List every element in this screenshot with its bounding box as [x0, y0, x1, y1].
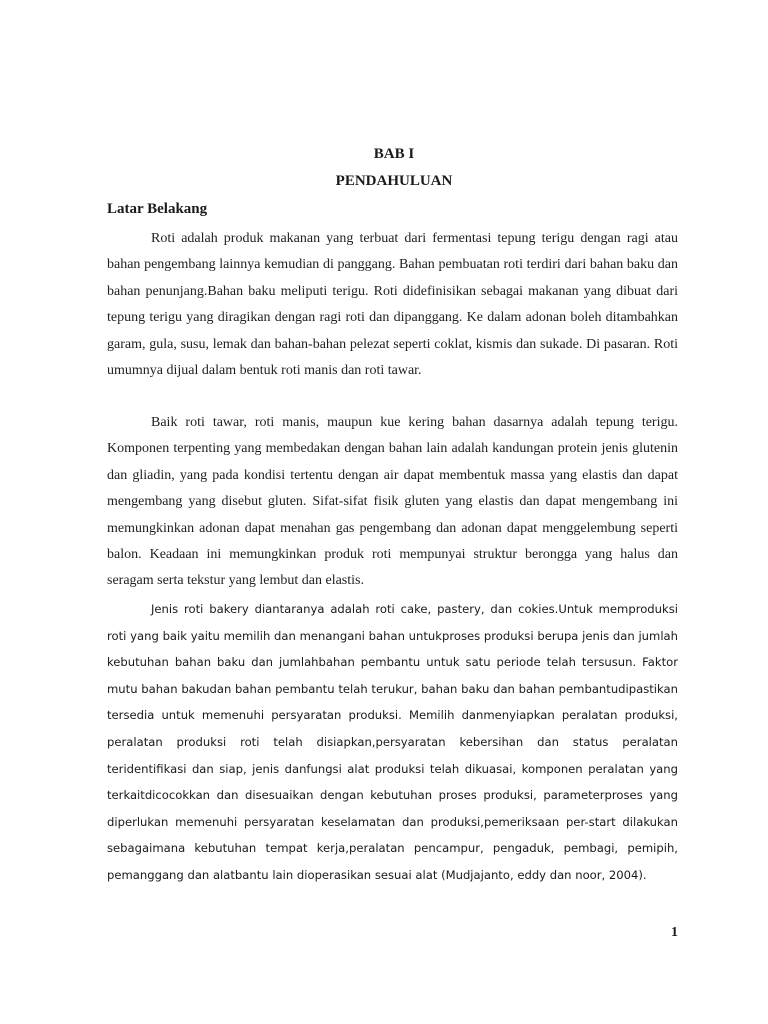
paragraph: Baik roti tawar, roti manis, maupun kue kering bahan dasarnya adalah tepung terigu. Komponen terpenting yang membedakan dengan bahan lain adalah kandungan protein jenis glutenin dan gliadin, yang pada kondisi tertentu dengan air dapat membentuk massa yang elastis dan dapat mengembang yang disebut gluten. Sifat-sifat fisik gluten yang elastis dan dapat mengembang ini memungkinkan adonan dapat menahan gas pengembang dan adonan dapat menggelembung seperti balon. Keadaan ini memungkinkan produk roti mempunyai struktur berongga yang halus dan seragam serta tekstur yang lembut dan elastis.: [107, 415, 678, 589]
paragraph-block: [107, 596, 678, 889]
paragraph-block: [107, 410, 678, 595]
chapter-number: BAB I: [373, 146, 415, 162]
chapter-title: PENDAHULUAN: [335, 173, 453, 189]
paragraph: Roti adalah produk makanan yang terbuat dari fermentasi tepung terigu dengan ragi atau bahan pengembang lainnya kemudian di panggang. Bahan pembuatan roti terdiri dari bahan baku dan bahan penunjang.Bahan baku meliputi terigu. Roti didefinisikan sebagai makanan yang dibuat dari tepung terigu yang diragikan dengan ragi roti dan dipanggang. Ke dalam adonan boleh ditambahkan garam, gula, susu, lemak dan bahan-bahan pelezat seperti coklat, kismis dan sukade. Di pasaran. Roti umumnya dijual dalam bentuk roti manis dan roti tawar.: [107, 231, 678, 379]
page-number: 1: [671, 925, 678, 940]
paragraph-block: [107, 226, 678, 384]
paragraph: Jenis roti bakery diantaranya adalah roti cake, pastery, dan cokies.Untuk memproduksi roti yang baik yaitu memilih dan menangani bahan untukproses produksi berupa jenis dan jumlah kebutuhan bahan baku dan jumlahbahan pembantu untuk satu periode telah tersusun. Faktor mutu bahan bakudan bahan pembantu telah terukur, bahan baku dan bahan pembantudipastikan tersedia untuk memenuhi persyaratan produksi. Memilih danmenyiapkan peralatan produksi, peralatan produksi roti telah disiapkan,persyaratan kebersihan dan status peralatan teridentifikasi dan siap, jenis danfungsi alat produksi telah dikuasai, komponen peralatan yang terkaitdicocokkan dan disesuaikan dengan kebutuhan proses produksi, parameterproses yang diperlukan memenuhi persyaratan keselamatan dan produksi,pemeriksaan per-start dilakukan sebagaimana kebutuhan tempat kerja,peralatan pencampur, pengaduk, pembagi, pemipih, pemanggang dan alatbantu lain dioperasikan sesuai alat (Mudjajanto, eddy dan noor, 2004).: [107, 602, 678, 882]
section-heading: Latar Belakang: [107, 201, 208, 217]
